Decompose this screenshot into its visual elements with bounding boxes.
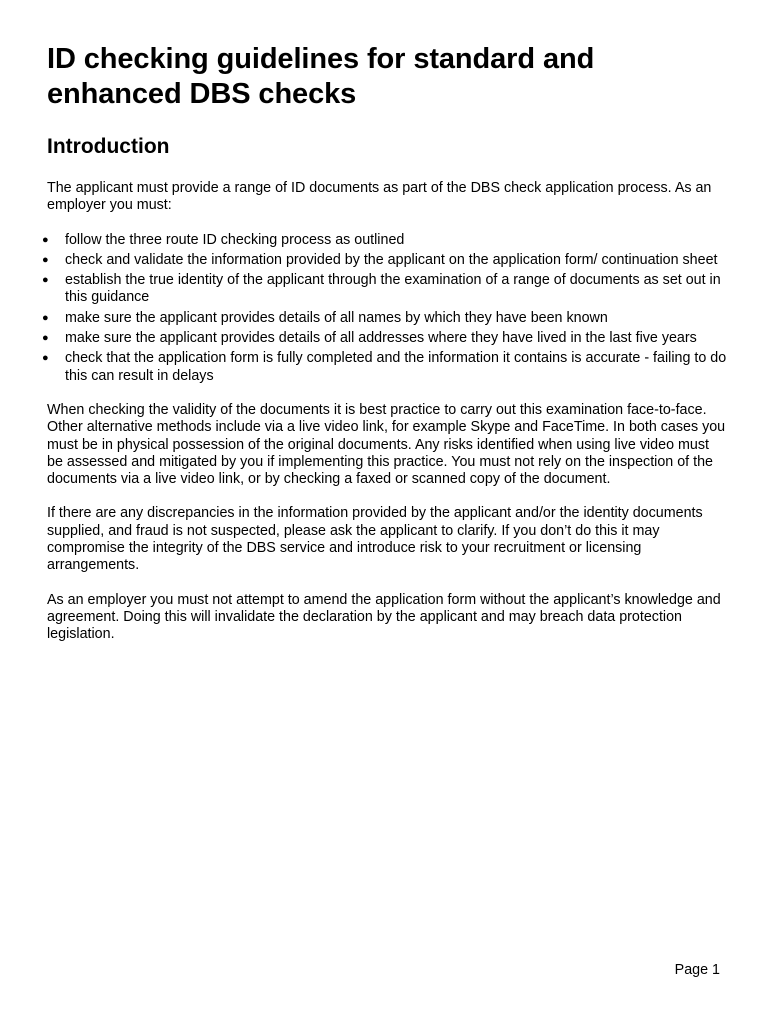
list-item-text: follow the three route ID checking process as outlined (65, 231, 405, 248)
bullet-icon: ● (42, 274, 49, 287)
paragraph-discrepancies: If there are any discrepancies in the information provided by the applicant and/or the identity documents supplied, and fraud is not suspected, please ask the applicant to clarify. If you don’t do this it may compromise the integrity of the DBS service and introduce risk to your recruitment or licensing arrangements. (47, 505, 703, 574)
page-number: Page 1 (674, 962, 720, 978)
list-item (42, 231, 727, 249)
list-item (42, 309, 727, 327)
list-item (42, 330, 727, 347)
list-item (42, 350, 727, 385)
list-item (42, 251, 727, 269)
list-item-text: establish the true identity of the applicant through the examination of a range of documents as set out in this guidance (65, 272, 721, 306)
list-item-text: make sure the applicant provides details of all addresses where they have lived in the last five years (65, 330, 697, 347)
list-item-text: make sure the applicant provides details of all names by which they have been known (65, 309, 608, 326)
paragraph-document-validity: When checking the validity of the documents it is best practice to carry out this examination face-to-face. Other alternative methods include via a live video link, for example Skype and FaceTime. In both cases you must be in physical possession of the original documents. Any risks identified when using live video must be assessed and mitigated by you if implementing this practice. You must not rely on the inspection of the documents via a live video link, or by checking a faxed or scanned copy of the document. (47, 401, 726, 488)
bullet-icon: ● (42, 311, 49, 324)
list-item (42, 272, 727, 307)
bullet-icon: ● (42, 233, 49, 246)
document-title: ID checking guidelines for standard and enhanced DBS checks (47, 43, 595, 110)
list-item-text: check that the application form is fully completed and the information it contains is accurate - failing to do this can result in delays (65, 350, 727, 384)
document-body (42, 42, 727, 661)
section-heading-introduction: Introduction (47, 135, 170, 158)
paragraph-amend-form: As an employer you must not attempt to amend the application form without the applicant’s knowledge and agreement. Doing this will invalidate the declaration by the applicant and may breach data protection legislation. (47, 591, 721, 643)
list-item-text: check and validate the information provided by the applicant on the application form/ continuation sheet (65, 251, 718, 268)
bullet-icon: ● (42, 253, 49, 266)
bullet-icon: ● (42, 332, 49, 345)
intro-paragraph: The applicant must provide a range of ID documents as part of the DBS check application process. As an employer you must: (47, 180, 712, 214)
bullet-icon: ● (42, 352, 49, 365)
requirements-list (42, 231, 727, 385)
